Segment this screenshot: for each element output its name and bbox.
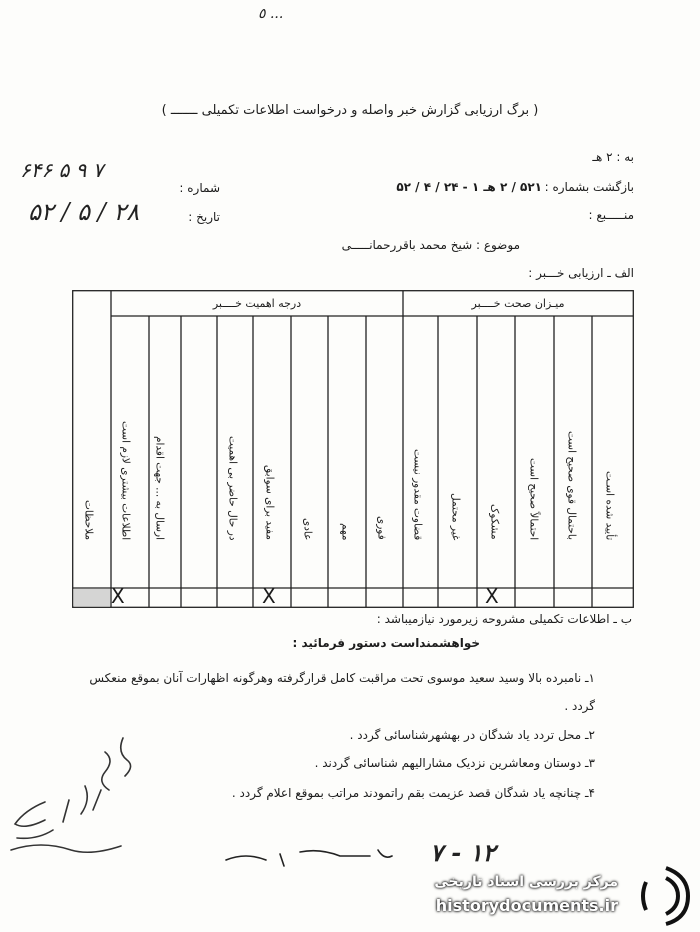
section-b-label: ب ـ اطلاعات تکمیلی مشروحه زیرمورد نیازمیباشد : bbox=[376, 612, 632, 626]
group-accuracy: میـزان صحت خــــبر bbox=[471, 297, 565, 310]
item-1: ۱ـ نامبرده بالا وسید سعید موسوی تحت مراقبت کامل قرارگرفته وهرگونه اظهارات آنان بموقع منعکس گردد . bbox=[89, 671, 595, 713]
date-label: تاریخ : bbox=[188, 210, 220, 224]
mark-doubtful: X bbox=[485, 584, 499, 608]
document-title: ( برگ ارزیابی گزارش خبر واصله و درخواست اطلاعات تکمیلی ـــــــ ) bbox=[161, 103, 539, 118]
col-confirmed: تأیید شده اسـت bbox=[603, 470, 616, 540]
margin-handwriting bbox=[5, 730, 155, 870]
mark-more-info: X bbox=[111, 584, 125, 608]
item-2: ۲ـ محل تردد یاد شدگان در بهشهرشناسائی گردد . bbox=[349, 728, 595, 742]
return-label: بازگشت بشماره : bbox=[544, 180, 634, 194]
col-useful-records: مفید برای سوابق bbox=[263, 465, 276, 540]
col-important: مهم bbox=[339, 522, 352, 540]
return-value: ۵۲۱ / ۲ هـ ۱ - ۲۴ / ۴ / ۵۲ bbox=[396, 180, 542, 194]
watermark-url[interactable]: historydocuments.ir bbox=[435, 896, 618, 915]
col-unimportant: در حال حاضر بی اهمیت bbox=[226, 435, 239, 540]
item-3: ۳ـ دوستان ومعاشرین نزدیک مشارالیهم شناسائی گردند . bbox=[314, 756, 595, 770]
archive-logo-icon bbox=[636, 862, 696, 928]
item-4: ۴ـ چنانچه یاد شدگان قصد عزیمت بقم راتمودند مراتب بموقع اعلام گردد . bbox=[231, 786, 595, 800]
col-urgent: فوری bbox=[375, 516, 388, 540]
date-value: ۵۲ / ۵ / ۲۸ bbox=[28, 198, 140, 226]
col-doubtful: مشکوک bbox=[488, 504, 501, 540]
col-remarks: ملاحظات bbox=[82, 499, 95, 540]
number-value: ۶۴۶ ۵ ۹ ۷ bbox=[20, 158, 104, 182]
col-very-likely: باحتمال قوی صحیح است bbox=[565, 430, 578, 540]
col-no-judgement: قضاوت مقدور نیست bbox=[411, 448, 424, 540]
subject-line: موضوع : شیخ محمد باقررحمانـــــی bbox=[341, 238, 520, 252]
watermark-name: مرکز بررسی اسناد تاریخی bbox=[434, 874, 618, 890]
col-likely: احتمالاً صحیح است bbox=[527, 457, 540, 540]
group-importance: درجه اهمیت خــــبر bbox=[212, 297, 302, 310]
section-a-label: الف ـ ارزیابی خـــبر : bbox=[528, 266, 634, 280]
mark-useful-records: X bbox=[262, 584, 276, 608]
to-line: به : ۲ هـ bbox=[592, 150, 634, 164]
col-normal: عادی bbox=[301, 517, 314, 540]
col-send-action: ارسال به ... جهت اقدام bbox=[153, 435, 166, 540]
source-label: منـــــبع : bbox=[588, 208, 634, 222]
col-more-info: اطلاعات بیشتری لازم است bbox=[119, 420, 132, 540]
signature-number: ۷ - ۱۲ bbox=[430, 838, 496, 867]
col-improbable: غیر محتمل bbox=[449, 492, 462, 540]
number-label: شماره : bbox=[179, 181, 220, 195]
top-mark: ٥ ... bbox=[258, 6, 284, 22]
request-line: خواهشمنداست دستور فرمائید : bbox=[292, 636, 480, 650]
